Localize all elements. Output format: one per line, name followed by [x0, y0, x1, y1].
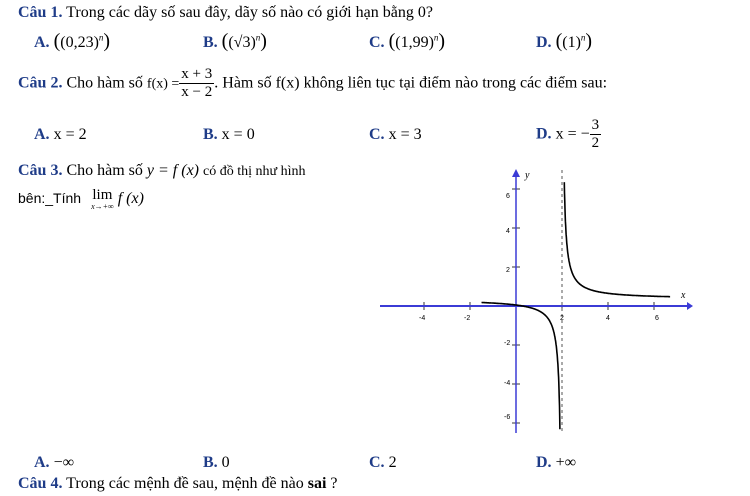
q2-option-b[interactable]: B. x = 0: [203, 126, 255, 143]
q2-fx: f(x) =: [146, 76, 180, 92]
q3-lim-expr: f (x): [117, 190, 144, 208]
y-axis-label: y: [525, 170, 530, 181]
q2-option-c[interactable]: C. x = 3: [369, 126, 422, 143]
q2-line: [18, 66, 607, 102]
y-tick-label: -6: [504, 414, 511, 421]
q1-option-d-base: 1: [567, 34, 576, 51]
q3-option-a[interactable]: A. −∞: [34, 454, 74, 471]
q1-option-a-base: 0,23: [65, 34, 94, 51]
x-tick-label: -2: [464, 315, 471, 322]
q4-line: [18, 475, 338, 493]
q3-line1: [18, 162, 306, 180]
q3-option-b[interactable]: B. 0: [203, 454, 230, 471]
q2-option-d-value: x = −: [555, 125, 590, 143]
x-tick-label: 6: [655, 315, 659, 322]
q2-text-after: . Hàm số f(x) không liên tục tại điểm nào trong các điểm sau:: [214, 74, 608, 92]
q2-option-d[interactable]: D. x = − $\frac{3}{2}$: [536, 117, 600, 152]
curve-right-branch: [564, 182, 670, 297]
x-tick-label: 4: [606, 315, 610, 322]
x-tick-label: -4: [419, 315, 426, 322]
q1-option-c-letter: C.: [369, 34, 385, 51]
q3-option-c[interactable]: C. 2: [369, 454, 397, 471]
q1-option-c[interactable]: C. $((1,99)^n)$: [369, 30, 446, 52]
q1-option-b-base: √3: [233, 34, 251, 51]
q4-bold-word: sai: [307, 475, 327, 492]
q2-option-b-value: x = 0: [221, 126, 255, 143]
q3-option-a-value: −∞: [53, 454, 74, 471]
q3-text-after: có đồ thị như hình: [203, 164, 306, 179]
q3-option-d[interactable]: D. +∞: [536, 454, 576, 471]
q3-func: y = f (x): [146, 162, 200, 179]
q4-end: ?: [330, 475, 338, 492]
q1-line: [18, 4, 433, 22]
q1-option-b[interactable]: B. $((√3)^n)$: [203, 30, 267, 52]
q2-option-a[interactable]: A. x = 2: [34, 126, 87, 143]
q3-text-before: Cho hàm số: [66, 162, 143, 179]
q2-text-before: Cho hàm số: [66, 74, 143, 92]
q1-option-c-base: 1,99: [400, 34, 429, 51]
q2-option-a-value: x = 2: [53, 126, 87, 143]
q2-option-d-fraction: $\frac{3}{2}$: [591, 117, 600, 152]
y-tick-label: 6: [506, 193, 510, 200]
q3-option-b-value: 0: [221, 454, 230, 471]
q1-option-b-letter: B.: [203, 34, 218, 51]
q3-option-d-value: +∞: [555, 454, 576, 471]
curve-left-branch: [482, 303, 560, 430]
q1-option-a[interactable]: A. $((0,23)^n)$: [34, 30, 111, 52]
function-graph: [375, 165, 695, 435]
q1-text: Trong các dãy số sau đây, dãy số nào có giới hạn bằng 0?: [66, 4, 433, 21]
q3-line2: [18, 188, 144, 211]
q4-label: Câu 4.: [18, 475, 63, 492]
x-axis-label: x: [681, 290, 686, 301]
q1-option-a-letter: A.: [34, 34, 50, 51]
q1-option-d-letter: D.: [536, 34, 552, 51]
q1-label: Câu 1.: [18, 4, 63, 21]
y-tick-label: -4: [504, 380, 511, 387]
q3-limit: lim x→+∞: [91, 187, 114, 211]
y-tick-label: 4: [506, 228, 510, 235]
q3-option-c-value: 2: [388, 454, 397, 471]
x-axis-arrow: [687, 302, 693, 310]
x-tick-label: 2: [560, 315, 564, 322]
q1-option-d[interactable]: D. $((1)^n)$: [536, 30, 593, 52]
q3-label: Câu 3.: [18, 162, 63, 179]
q2-fraction: $\frac{x + 3}{x - 2}$: [181, 66, 213, 101]
q2-option-c-value: x = 3: [388, 126, 422, 143]
y-tick-label: 2: [506, 267, 510, 274]
q4-text: Trong các mệnh đề sau, mệnh đề nào: [66, 475, 304, 492]
q2-label: Câu 2.: [18, 74, 63, 92]
y-tick-label: -2: [504, 340, 511, 347]
q3-line2-prefix: bên:_Tính: [18, 190, 82, 207]
y-axis-arrow: [512, 169, 520, 177]
